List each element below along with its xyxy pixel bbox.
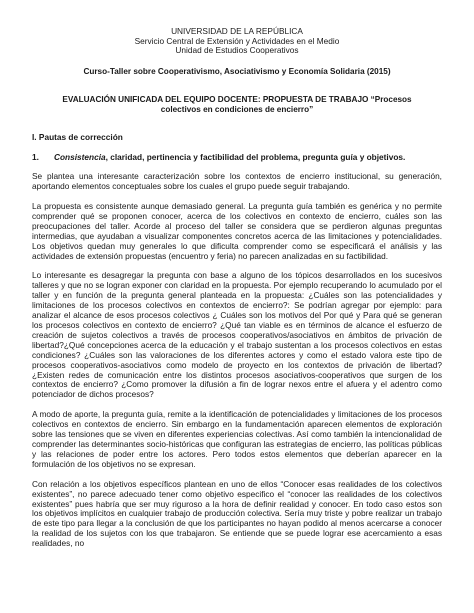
paragraph-4: A modo de aporte, la pregunta guía, remite a la identificación de potencialidades y limitaciones de los procesos colectivos en contextos de encierro. Sin embargo en la fundamentación aparecen elementos de exploración sobre las tensiones que se viven en diferentes experiencias colectivas. Así como también la intencionalidad de comprender las determinantes socio-históricas que configuran las estrategias de encierro, las políticas públicas y las relaciones de poder entre los actores. Pero todos estos elementos que deberían aparecer en la formulación de los objetivos no se expresan. <box>32 409 442 469</box>
paragraph-2: La propuesta es consistente aunque demasiado general. La pregunta guía también es genérica y no permite comprender qué se proponen conocer, acerca de los colectivos en contexto de encierro, cuáles son las preocupaciones del taller. Acorde al proceso del taller se considera que se perdieron algunas preguntas intermedias, que ayudaban a visualizar componentes concretos acerca de las limitaciones y potencialidades. Los objetivos quedan muy generales lo que dificulta comprender como se especificará el análisis y las actividades de extensión propuestas (encuentro y feria) no parecen analizadas en su factibilidad. <box>32 201 442 261</box>
paragraph-5: Con relación a los objetivos específicos plantean en uno de ellos “Conocer esas realidades de los colectivos existentes”, no parece adecuado tener como objetivo especifico el “conocer las realidades de los colectivos existentes” pues habría que ser muy riguroso a la hora de definir realidad y conocer. En todo caso estos son los objetivos implícitos en cualquier trabajo de producción colectiva. Sería muy triste y pobre realizar un trabajo de este tipo para llegar a la conclusión de que los participantes no hayan podido al menos acercarse a conocer la realidad de los sujetos con los que trabajaron. Se entiende que se puede lograr ese acercamiento a esas realidades, no <box>32 478 442 549</box>
criterion-text <box>54 153 442 163</box>
paragraph-3: Lo interesante es desagregar la pregunta con base a alguno de los tópicos desarrollados en los sucesivos talleres y que no se logran exponer con claridad en la propuesta. Por ejemplo recuperando lo acumulado por el taller y en función de la pregunta general planteada en la propuesta: ¿Cuáles son las potencialidades y limitaciones de los procesos colectivos en contextos de encierro?: Se podrían agregar por ejemplo: para analizar el alcance de esos procesos colectivos ¿ Cuáles son los motivos del Por qué y Para qué se generan los procesos colectivos en contexto de encierro? ¿Qué tan viable es en términos de alcance el esfuerzo de creación de sujetos colectivos a través de procesos cooperativos/asociativos en ámbitos de privación de libertad?¿Qué concepciones acerca de la educación y el trabajo sustentan a los procesos colectivos en estas condiciones? ¿Cuáles son las valoraciones de los diferentes actores y como el estado valora este tipo de procesos cooperativos-asociativos como modelo de proyecto en los contextos de privación de libertad?¿Existen redes de comunicación entre los distintos procesos asociativos-cooperativos que surgen de los contextos de encierro? ¿Como promover la difusión a fin de lograr nexos entre el afuera y el adentro como potenciador de dichos procesos? <box>32 270 442 400</box>
section-heading: I. Pautas de corrección <box>32 132 123 143</box>
document-header <box>32 27 442 56</box>
criterion-rest: , claridad, pertinencia y factibilidad del problema, pregunta guía y objetivos. <box>105 152 406 163</box>
service-name: Servicio Central de Extensión y Actividades en el Medio <box>134 35 340 46</box>
university-name: UNIVERSIDAD DE LA REPÚBLICA <box>171 26 303 36</box>
unit-name: Unidad de Estudios Cooperativos <box>175 45 299 56</box>
evaluation-title: EVALUACIÓN UNIFICADA DEL EQUIPO DOCENTE: PROPUESTA DE TRABAJO “Procesos colectivos en condiciones de encierro” <box>62 95 412 114</box>
criterion-emphasis: Consistencia <box>54 152 106 163</box>
criterion-number: 1. <box>32 152 39 163</box>
course-title: Curso-Taller sobre Cooperativismo, Asociativismo y Economía Solidaria (2015) <box>83 67 391 77</box>
criterion-item <box>32 153 442 163</box>
paragraph-1: Se plantea una interesante caracterización sobre los contextos de encierro institucional, su generación, aportando elementos conceptuales sobre los cuales el grupo puede seguir trabajando. <box>32 171 442 192</box>
